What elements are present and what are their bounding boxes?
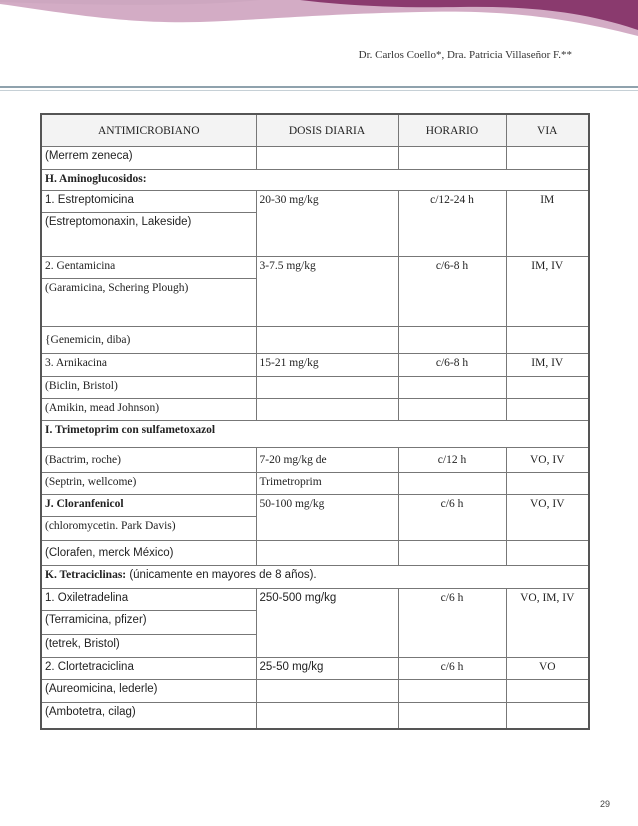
header-rule xyxy=(0,86,638,88)
column-header: DOSIS DIARIA xyxy=(256,114,398,147)
table-header-row xyxy=(41,114,589,147)
section-row xyxy=(41,566,589,589)
drug-schedule: c/6 h xyxy=(398,495,506,541)
drug-dose: 50-100 mg/kg xyxy=(256,495,398,541)
drug-schedule: c/6 h xyxy=(398,589,506,658)
table-row xyxy=(41,257,589,279)
drug-brand: (tetrek, Bristol) xyxy=(41,635,256,658)
drug-brand: (Garamicina, Schering Plough) xyxy=(41,279,256,327)
section-note: (únicamente en mayores de 8 años). xyxy=(126,569,317,581)
drug-brand: (Bactrim, roche) xyxy=(41,448,256,473)
table-row xyxy=(41,473,589,495)
table-row xyxy=(41,399,589,421)
drug-brand: (Septrin, wellcome) xyxy=(41,473,256,495)
page-number: 29 xyxy=(599,799,610,809)
table-row xyxy=(41,589,589,611)
drug-schedule: c/6-8 h xyxy=(398,257,506,327)
drug-route: VO xyxy=(506,658,589,680)
column-header: VIA xyxy=(506,114,589,147)
drug-brand: (Aureomicina, lederle) xyxy=(41,680,256,703)
drug-name: 2. Clortetraciclina xyxy=(41,658,256,680)
author-line: Dr. Carlos Coello*, Dra. Patricia Villaseñor F.** xyxy=(358,49,572,61)
drug-brand: (Amikin, mead Johnson) xyxy=(41,399,256,421)
drug-dose: 15-21 mg/kg xyxy=(256,354,398,377)
table-row xyxy=(41,377,589,399)
section-title: I. Trimetoprim con sulfametoxazol xyxy=(41,421,589,448)
drug-dose: 3-7.5 mg/kg xyxy=(256,257,398,327)
table-row xyxy=(41,448,589,473)
drug-dose: 250-500 mg/kg xyxy=(256,589,398,658)
section-title-text: K. Tetraciclinas: xyxy=(45,569,127,581)
drug-schedule: c/12-24 h xyxy=(398,191,506,257)
section-title: J. Cloranfenicol xyxy=(41,495,256,517)
drug-route: VO, IV xyxy=(506,495,589,541)
drug-brand: {Genemicin, diba) xyxy=(41,327,256,354)
drug-brand: (Estreptomonaxin, Lakeside) xyxy=(41,213,256,257)
drug-brand: (Terramicina, pfizer) xyxy=(41,611,256,635)
table-row xyxy=(41,658,589,680)
drug-brand: (chloromycetin. Park Davis) xyxy=(41,517,256,541)
table-row xyxy=(41,541,589,566)
drug-brand: (Clorafen, merck México) xyxy=(41,541,256,566)
drug-name: 3. Arnikacina xyxy=(41,354,256,377)
table-row xyxy=(41,354,589,377)
table-row xyxy=(41,147,589,170)
column-header: HORARIO xyxy=(398,114,506,147)
table-row xyxy=(41,680,589,703)
drug-name: 2. Gentamicina xyxy=(41,257,256,279)
drug-dose: 7-20 mg/kg de xyxy=(256,448,398,473)
drug-brand: (Biclin, Bristol) xyxy=(41,377,256,399)
drug-brand: (Merrem zeneca) xyxy=(41,147,256,170)
drug-route: VO, IV xyxy=(506,448,589,473)
drug-dose: Trimetroprim xyxy=(256,473,398,495)
drug-schedule: c/6 h xyxy=(398,658,506,680)
column-header: ANTIMICROBIANO xyxy=(41,114,256,147)
header-rule-thin xyxy=(0,90,638,91)
drug-route: IM xyxy=(506,191,589,257)
drug-brand: (Ambotetra, cilag) xyxy=(41,703,256,729)
drug-name: 1. Estreptomicina xyxy=(41,191,256,213)
drug-schedule: c/12 h xyxy=(398,448,506,473)
antimicrobial-table xyxy=(40,113,590,730)
section-row xyxy=(41,170,589,191)
drug-route: IM, IV xyxy=(506,354,589,377)
drug-dose: 20-30 mg/kg xyxy=(256,191,398,257)
header-banner xyxy=(0,0,638,50)
drug-schedule: c/6-8 h xyxy=(398,354,506,377)
drug-route: IM, IV xyxy=(506,257,589,327)
section-title: H. Aminoglucosidos: xyxy=(41,170,589,191)
drug-route: VO, IM, IV xyxy=(506,589,589,658)
table-row xyxy=(41,495,589,517)
section-title xyxy=(41,566,589,589)
section-row xyxy=(41,421,589,448)
drug-dose: 25-50 mg/kg xyxy=(256,658,398,680)
table-row xyxy=(41,703,589,729)
table-row xyxy=(41,327,589,354)
drug-name: 1. Oxiletradelina xyxy=(41,589,256,611)
table-row xyxy=(41,191,589,213)
